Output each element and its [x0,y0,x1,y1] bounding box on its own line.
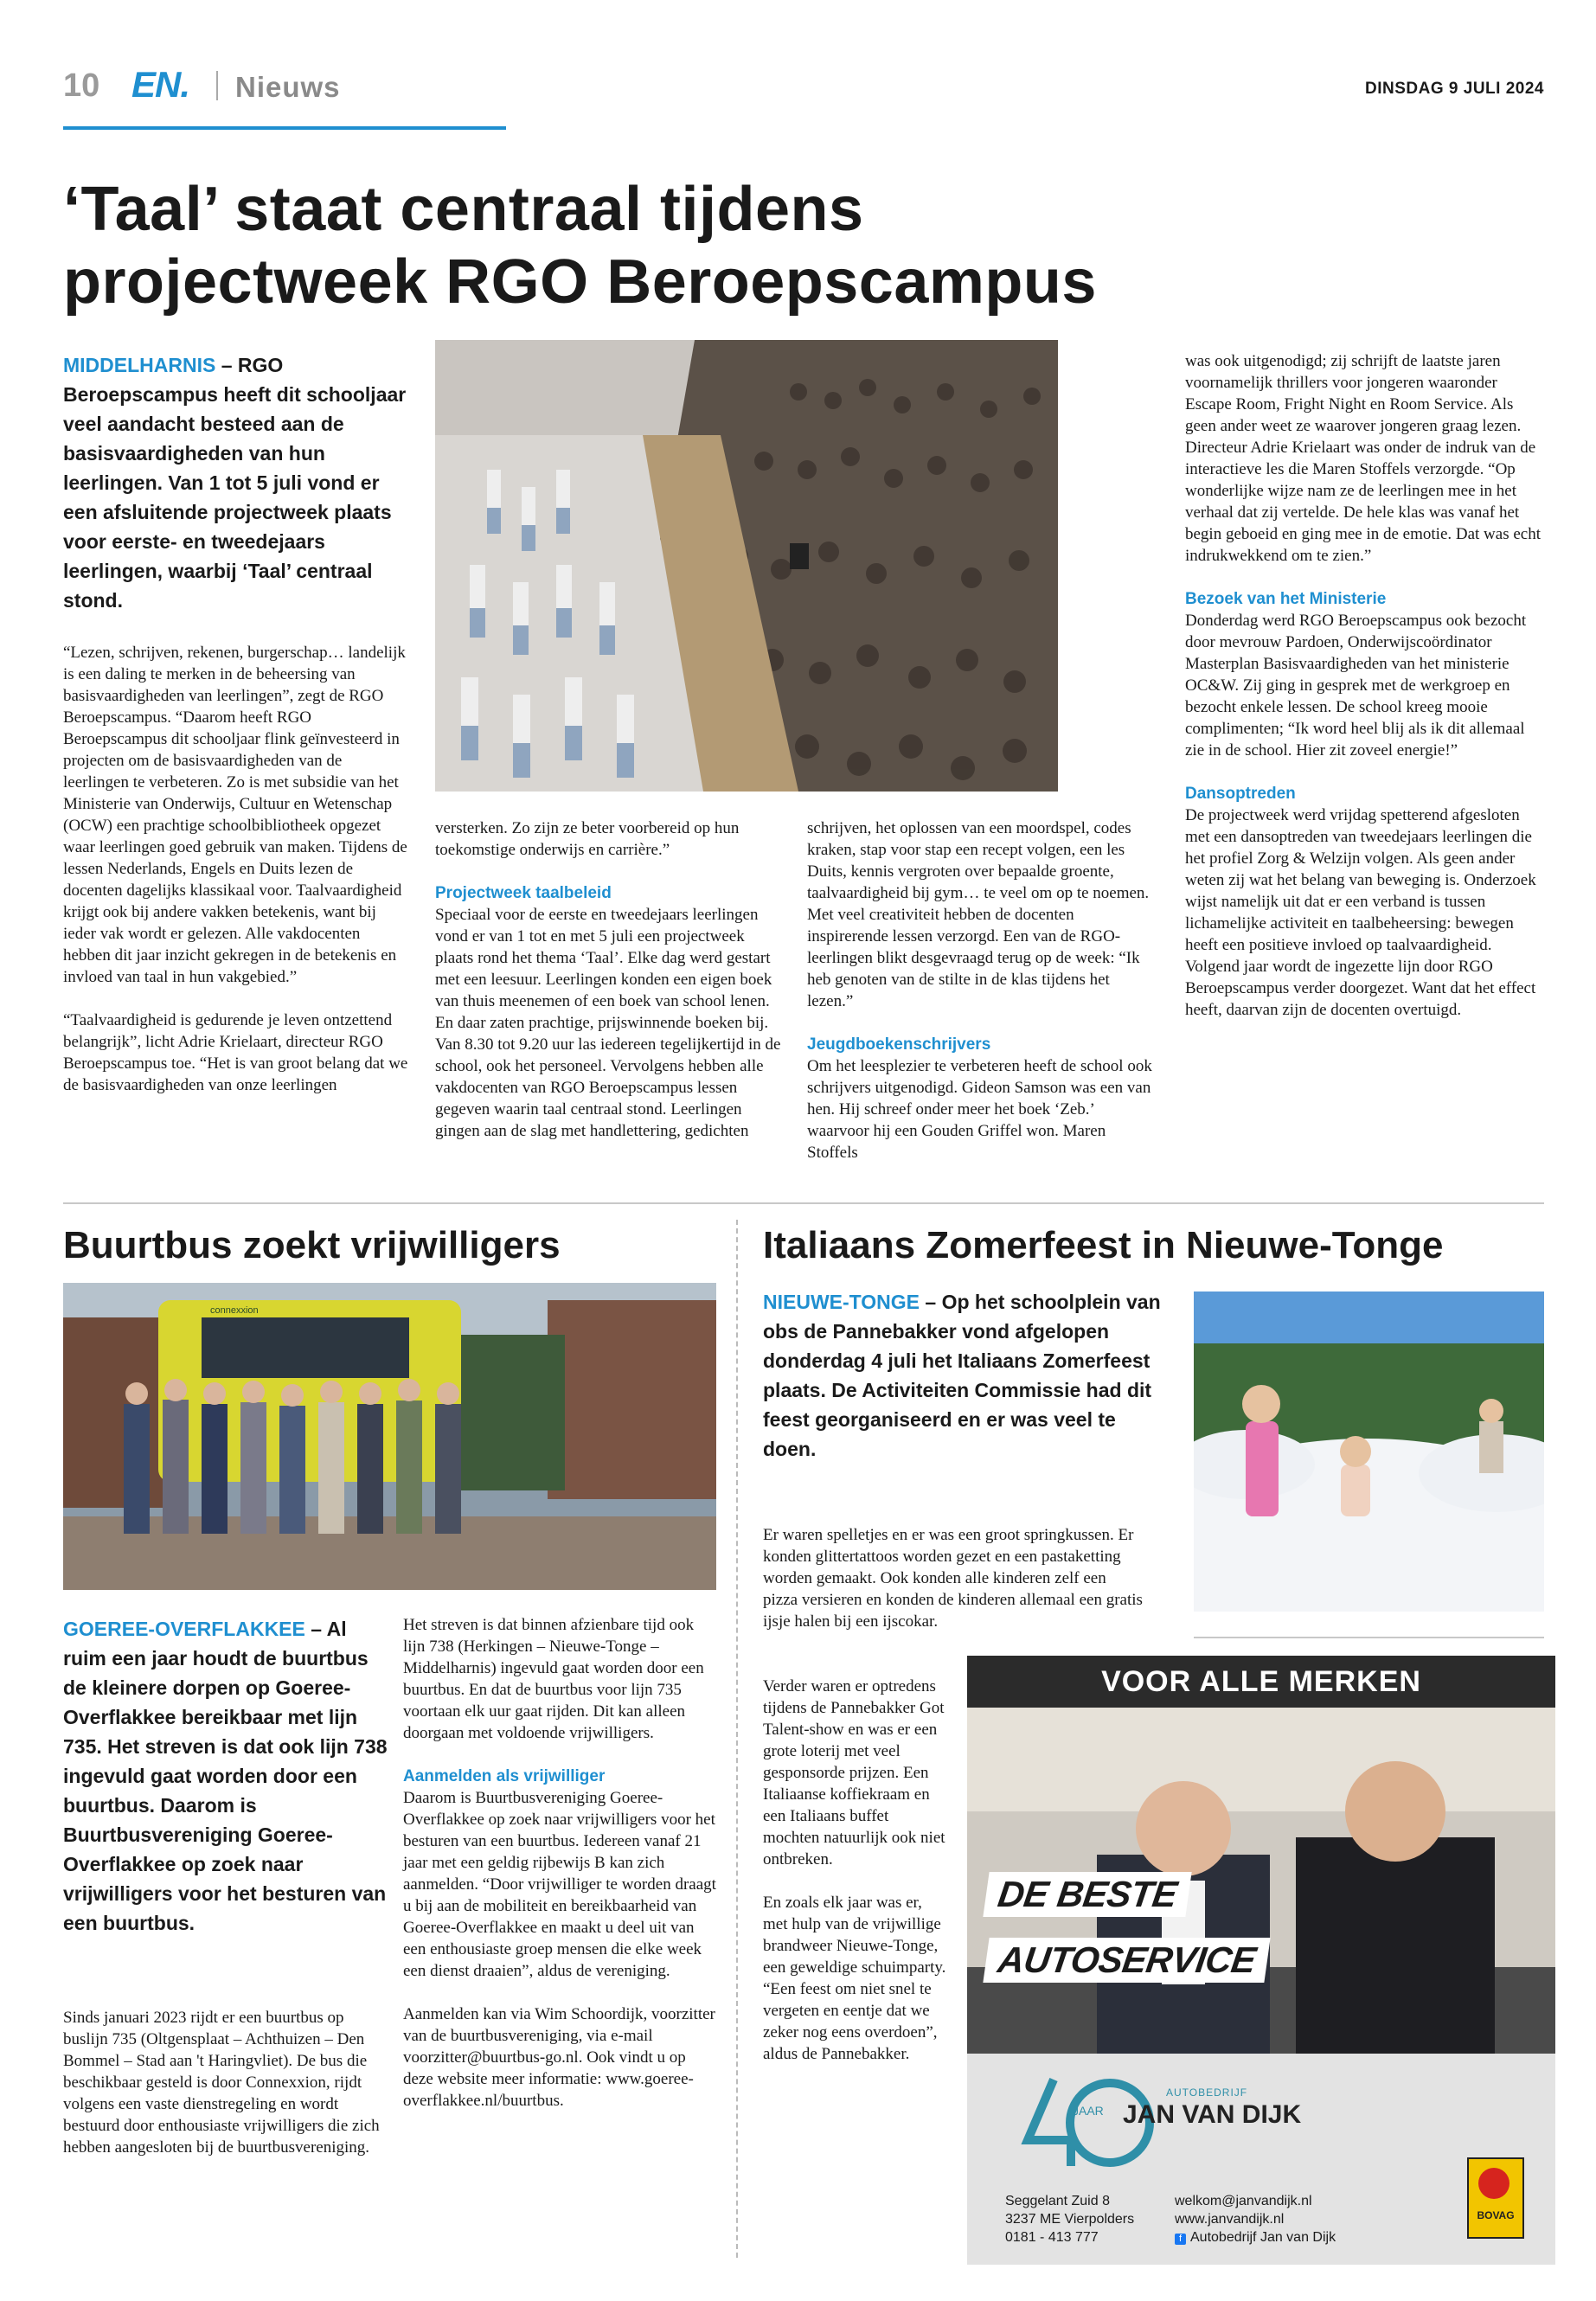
article1-col3 [807,817,1153,1185]
article2-col1 [63,2007,392,2180]
paragraph: schrijven, het oplossen van een moordspel, codes kraken, stap voor stap een recept volgen, een les Duits, kennis vergroten over bepaalde groente, taalvaardigheid bij gym… te veel om op te noemen. Met veel creativiteit hebben de docenten inspirerende lessen verzorgd. Een van de RGO-leerlingen blikt desgevraagd terug op de week: “Ik heb genoten van de stilte in de klas tijdens het lezen.” [807,819,1150,1010]
paragraph: Daarom is Buurtbusvereniging Goeree-Overflakkee op zoek naar vrijwilligers voor het besturen van een buurtbus. Iedereen vanaf 21 jaar met een geldig rijbewijs B kan zich aanmelden. “Door vrijwilliger te worden draagt u bij aan de mobiliteit en bereikbaarheid van Goeree-Overflakkee en maakt u deel uit van een enthousiaste groep mensen die elke week een dienst draaien”, aldus de vereniging. [403,1789,716,1980]
subheading: Jeugdboekenschrijvers [807,1035,991,1054]
article2-lead-text: – Al ruim een jaar houdt de buurtbus de kleinere dorpen op Goeree-Overflakkee bereikbaar met lijn 735. Het streven is dat ook lijn 738 ingevuld gaat worden door een buurtbus. Daarom is Buurtbusvereniging Goeree-Overflakkee op zoek naar vrijwilligers voor het besturen van een buurtbus. [63,1618,388,1934]
ad-footer [967,2054,1555,2265]
paragraph: Verder waren er optredens tijdens de Pannebakker Got Talent-show en was er een grote loterij met veel gesponsorde prijzen. Een Italiaanse koffiekraam en een Italiaans buffet mochten natuurlijk ook niet ontbreken. [763,1677,945,1868]
article3-p1 [763,1524,1144,1654]
paragraph: Er waren spelletjes en er was een groot springkussen. Er konden glittertattoos worden gezet en een pastaketting worden gemaakt. Ook konden alle kinderen zelf een pizza versieren en konden de kinderen allemaal een gratis ijsje halen bij een ijscokar. [763,1526,1143,1631]
email-link[interactable]: welkom@janvandijk.nl [1175,2194,1312,2208]
buurtbus-photo[interactable] [63,1283,716,1590]
article3-headline: Italiaans Zomerfeest in Nieuwe-Tonge [763,1224,1444,1266]
subheading: Aanmelden als vrijwilliger [403,1767,606,1785]
article-divider [63,1202,1544,1204]
website-link[interactable]: www.janvandijk.nl [1175,2212,1285,2227]
logo-jaar: JAAR [1073,2104,1104,2118]
article2-headline: Buurtbus zoekt vrijwilligers [63,1224,561,1266]
article3-lead-text: – Op het schoolplein van obs de Pannebakker vond afgelopen donderdag 4 juli het Italiaans Zomerfeest plaats. De Activiteiten Commissie had dit feest georganiseerd en er was veel te doen. [763,1291,1161,1460]
phone-number[interactable]: 0181 - 413 777 [1005,2230,1099,2245]
paragraph: En zoals elk jaar was er, met hulp van de vrijwillige brandweer Nieuwe-Tonge, een geweldige schuimparty. “Een feest om niet snel te vergeten en eentje dat we zeker nog eens overdoen”, aldus de Pannebakker. [763,1894,946,2063]
subheading: Bezoek van het Ministerie [1185,590,1387,608]
ad-online [1175,2192,1336,2247]
logo-small: AUTOBEDRIJF [1166,2086,1248,2099]
paragraph: De projectweek werd vrijdag spetterend afgesloten met een dansoptreden van tweedejaars leerlingen die het profiel Zorg & Welzijn volgen. Als geen ander weten zij wat het belang van beweging is. Onderzoek wijst namelijk uit dat er een verband is tussen lichamelijke activiteit en taalbeheersing: bewegen heeft een positieve invloed op taalvaardigheid. Volgend jaar wordt de ingezette lijn door RGO Beroepscampus verder doorgezet. Want dat het effect heeft, daarvan zijn de docenten overtuigd. [1185,806,1536,1019]
article3-dateline: NIEUWE-TONGE [763,1291,920,1313]
newspaper-logo[interactable]: EN. [131,64,190,105]
section-name[interactable]: Nieuws [235,71,341,103]
facebook-label: Autobedrijf Jan van Dijk [1190,2230,1336,2245]
subheading: Projectweek taalbeleid [435,884,612,902]
header-separator [216,71,218,100]
ad-slogan-line2: AUTOSERVICE [983,1938,1270,1983]
article2-col2 [403,1614,719,2133]
paragraph: Aanmelden kan via Wim Schoordijk, voorzitter van de buurtbusvereniging, via e-mail voorzitter@buurtbus-go.nl. Ook vindt u op deze website meer informatie: www.goeree-overflakkee.nl/buurtbus. [403,2005,715,2110]
page-number: 10 [63,67,100,104]
paragraph: Het streven is dat binnen afzienbare tijd ook lijn 738 (Herkingen – Nieuwe-Tonge – Middelharnis) ingevuld gaat worden door een buurtbus. En dat de buurtbus voor lijn 735 voortaan elk uur gaat rijden. Dit kan alleen doorgaan met voldoende vrijwilligers. [403,1616,704,1742]
bovag-badge [1467,2157,1524,2239]
issue-date: DINSDAG 9 JULI 2024 [1365,80,1544,98]
ad-divider [1194,1637,1544,1638]
paragraph: versterken. Zo zijn ze beter voorbereid op hun toekomstige onderwijs en carrière.” [435,819,740,859]
article1-lead [63,350,409,615]
auditorium-photo[interactable] [435,340,1058,792]
ad-banner: VOOR ALLE MERKEN [967,1656,1555,1708]
paragraph: Speciaal voor de eerste en tweedejaars leerlingen vond er van 1 tot en met 5 juli een projectweek plaats rond het thema ‘Taal’. Elke dag werd gestart met een leesuur. Leerlingen konden een eigen boek van thuis meenemen of een boek van school lenen. En daar zaten prachtige, prijswinnende boeken bij. Van 8.30 tot 9.20 uur las iedereen tegelijkertijd in de school, ook het personeel. Vervolgens hebben alle vakdocenten van RGO Beroepscampus lessen gegeven waarin taal centraal stond. Leerlingen gingen aan de slag met handlettering, gedichten [435,906,781,1140]
subheading: Dansoptreden [1185,785,1296,803]
article1-dateline: MIDDELHARNIS [63,354,216,376]
logo-name: JAN VAN DIJK [1123,2100,1302,2129]
bovag-label: BOVAG [1477,2209,1515,2221]
foam-party-photo[interactable] [1194,1292,1544,1612]
header-rule [63,126,506,130]
article1-col1 [63,642,409,1118]
paragraph: “Taalvaardigheid is gedurende je leven ontzettend belangrijk”, licht Adrie Krielaart, directeur RGO Beroepscampus toe. “Het is van groot belang dat we de basisvaardigheden van onze leerlingen [63,1011,408,1094]
column-divider [736,1220,738,2258]
bovag-icon [1478,2168,1509,2199]
paragraph: “Lezen, schrijven, rekenen, burgerschap… landelijk is een daling te merken in de beheersing van basisvaardigheden van leerlingen”, zegt de RGO Beroepscampus. “Daarom heeft RGO Beroepscampus dit schooljaar flink geïnvesteerd in projecten om de basisvaardigheden van de leerlingen te verbeteren. Zo is met subsidie van het Ministerie van Onderwijs, Cultuur en Wetenschap (OCW) een prachtige schoolbibliotheek opgezet waar leerlingen goed gebruik van maken. Tijdens de lessen Nederlands, Engels en Duits lezen de docenten dagelijks klassikaal voor. Taalvaardigheid krijgt ook bij andere vakken betekenis, want bij ieder vak wordt er gelezen. Alle vakdocenten hebben dit jaar inzicht gekregen in de betekenis en invloed van taal in hun vakgebied.” [63,644,407,986]
address-line2: 3237 ME Vierpolders [1005,2212,1135,2227]
article2-dateline: GOEREE-OVERFLAKKEE [63,1618,305,1640]
article1-col2 [435,817,781,1163]
paragraph: Om het leesplezier te verbeteren heeft de school ook schrijvers uitgenodigd. Gideon Samson was een van hen. Hij schreef onder meer het boek ‘Zeb.’ waarvoor hij een Gouden Griffel won. Maren Stoffels [807,1057,1152,1162]
paragraph: Sinds januari 2023 rijdt er een buurtbus op buslijn 735 (Oltgensplaat – Achthuizen – Den Bommel – Stad aan 't Haringvliet). De bus die beschikbaar gesteld is door Connexxion, rijdt volgens een vaste dienstregeling en wordt bestuurd door enthousiaste vrijwilligers die zich hebben aangesloten bij de buurtbusvereniging. [63,2009,380,2157]
paragraph: Donderdag werd RGO Beroepscampus ook bezocht door mevrouw Pardoen, Onderwijscoördinator Masterplan Basisvaardigheden van het ministerie OC&W. Zij ging in gesprek met de werkgroep en bezocht enkele lessen. De school kreeg mooie complimenten; “Ik word heel blij als ik dit allemaal zie in de school. Hier zit zoveel energie!” [1185,612,1527,760]
bus-brand: connexxion [210,1305,259,1316]
article1-headline [63,173,1534,318]
facebook-icon: f [1175,2234,1186,2245]
advertisement-jan-van-dijk[interactable] [967,1656,1555,2265]
article2-lead [63,1614,392,1938]
ad-address [1005,2192,1134,2247]
article1-lead-text: – RGO Beroepscampus heeft dit schooljaar veel aandacht besteed aan de basisvaardigheden van hun leerlingen. Van 1 tot 5 juli vond er een afsluitende projectweek plaats voor eerste- en tweedejaars leerlingen, waarbij ‘Taal’ centraal stond. [63,354,407,612]
paragraph: was ook uitgenodigd; zij schrijft de laatste jaren voornamelijk thrillers voor jongeren waaronder Escape Room, Fright Night en Room Service. Als geen ander weet ze waarover jongeren graag lezen. Directeur Adrie Krielaart was onder de indruk van de interactieve les die Maren Stoffels verzorgde. “Op wonderlijke wijze nam ze de leerlingen mee in het verhaal dat zij vertelde. De hele klas was vanaf het begin geboeid en ging mee in de emotie. Dat was echt indrukwekkend om te zien.” [1185,352,1542,565]
address-line1: Seggelant Zuid 8 [1005,2194,1110,2208]
headline-line2: projectweek RGO Beroepscampus [63,247,1097,317]
headline-line1: ‘Taal’ staat centraal tijdens [63,175,864,244]
article3-lead [763,1287,1161,1464]
facebook-link[interactable] [1175,2228,1336,2247]
ad-slogan-line1: DE BESTE [983,1872,1191,1917]
article3-narrow-col [763,1676,949,2086]
article1-col4 [1185,350,1544,1042]
